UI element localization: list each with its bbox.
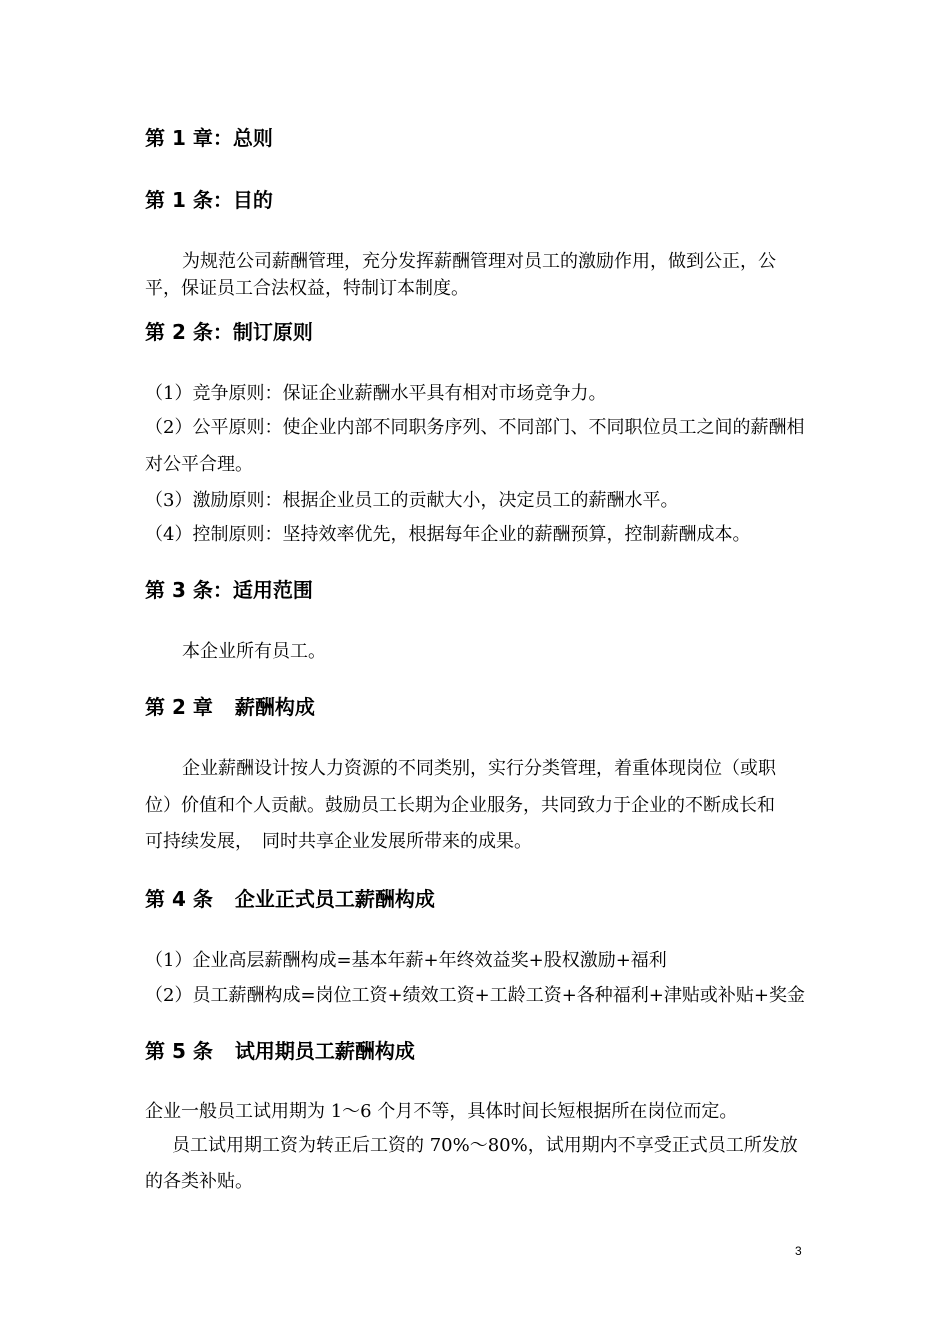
article-5-title <box>145 1038 415 1064</box>
article-2-item-4: （4）控制原则：坚持效率优先，根据每年企业的薪酬预算，控制薪酬成本。 <box>145 524 751 545</box>
article-4-number: 第 4 条 <box>145 887 213 911</box>
article-5-paragraph-line-3: 的各类补贴。 <box>145 1171 253 1192</box>
article-2-title: 第 2 条：制订原则 <box>145 320 313 344</box>
article-5-paragraph-line-2: 员工试用期工资为转正后工资的 70%～80%，试用期内不享受正式员工所发放 <box>172 1135 798 1156</box>
chapter-1-title: 第 1 章：总则 <box>145 126 273 150</box>
article-1-title: 第 1 条：目的 <box>145 188 273 212</box>
article-5-number: 第 5 条 <box>145 1039 213 1063</box>
article-1-paragraph-line-1: 为规范公司薪酬管理，充分发挥薪酬管理对员工的激励作用，做到公正，公 <box>182 251 776 272</box>
chapter-2-paragraph-line-1: 企业薪酬设计按人力资源的不同类别，实行分类管理，着重体现岗位（或职 <box>182 758 776 779</box>
article-3-paragraph: 本企业所有员工。 <box>182 641 326 662</box>
article-3-title: 第 3 条：适用范围 <box>145 578 313 602</box>
article-2-item-1: （1）竞争原则：保证企业薪酬水平具有相对市场竞争力。 <box>145 383 607 404</box>
article-5-paragraph-line-1: 企业一般员工试用期为 1～6 个月不等，具体时间长短根据所在岗位而定。 <box>145 1101 738 1122</box>
chapter-2-paragraph-line-3: 可持续发展， 同时共享企业发展所带来的成果。 <box>145 831 532 852</box>
article-2-item-2-line-2: 对公平合理。 <box>145 454 253 475</box>
chapter-2-paragraph-line-2: 位）价值和个人贡献。鼓励员工长期为企业服务，共同致力于企业的不断成长和 <box>145 795 775 816</box>
article-4-title <box>145 886 435 912</box>
article-2-item-2-line-1: （2）公平原则：使企业内部不同职务序列、不同部门、不同职位员工之间的薪酬相 <box>145 417 805 438</box>
chapter-2-number: 第 2 章 <box>145 695 213 719</box>
article-4-item-1: （1）企业高层薪酬构成=基本年薪+年终效益奖+股权激励+福利 <box>145 950 667 971</box>
article-1-paragraph-line-2: 平，保证员工合法权益，特制订本制度。 <box>145 278 469 299</box>
chapter-2-name: 薪酬构成 <box>234 695 315 719</box>
page-number: 3 <box>795 1244 802 1258</box>
article-4-name: 企业正式员工薪酬构成 <box>234 887 435 911</box>
chapter-2-title <box>145 694 315 720</box>
article-4-item-2: （2）员工薪酬构成=岗位工资+绩效工资+工龄工资+各种福利+津贴或补贴+奖金 <box>145 985 805 1006</box>
article-2-item-3: （3）激励原则：根据企业员工的贡献大小，决定员工的薪酬水平。 <box>145 490 679 511</box>
article-5-name: 试用期员工薪酬构成 <box>234 1039 415 1063</box>
